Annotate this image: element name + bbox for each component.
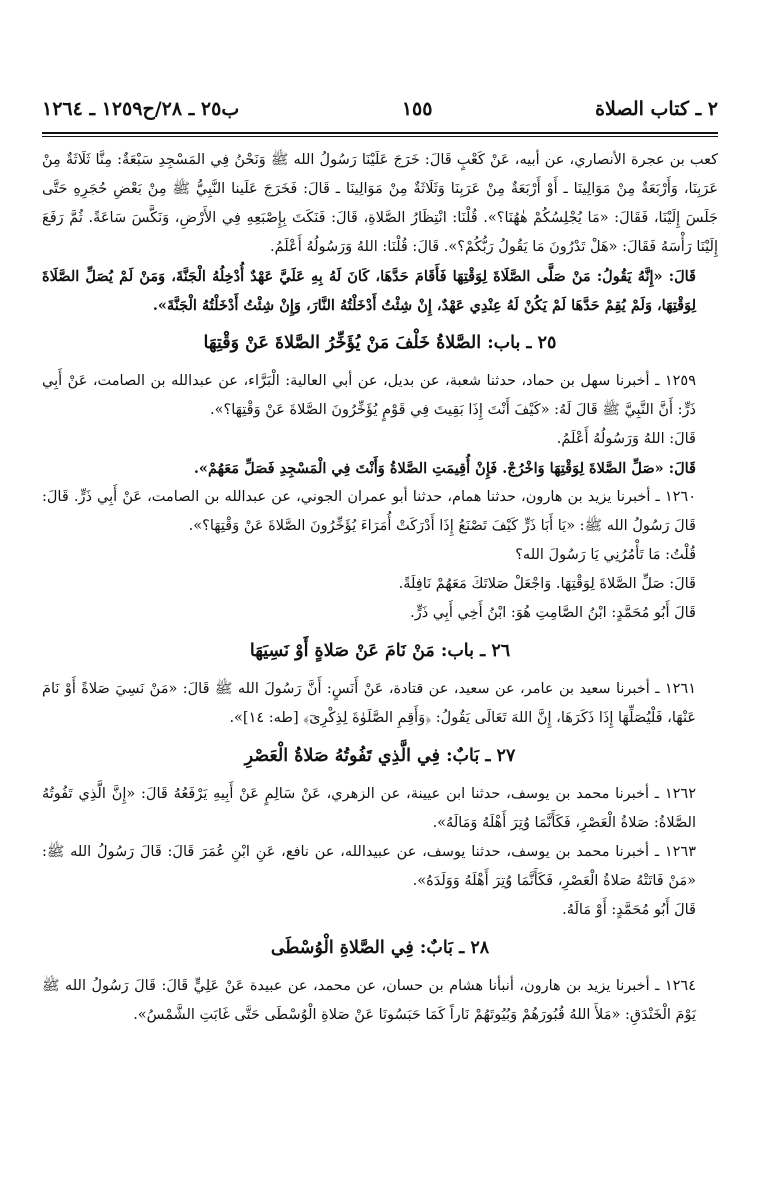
hadith-continuation-quote: قَالَ: «إِنَّهُ يَقُولُ: مَنْ صَلَّى الصَّلَاةَ لِوَقْتِهَا فَأَقَامَ حَدَّهَا، كَانَ لَهُ بِهِ عَلَيَّ عَهْدٌ أُدْخِلُهُ الْجَنَّةَ، وَمَنْ لَمْ يُصَلِّ الصَّلَاةَ لِوَقْتِهَا، وَلَمْ يُقِمْ حَدَّهَا لَمْ يَكُنْ لَهُ عِنْدِي عَهْدٌ، إِنْ شِئْتُ أَدْخَلْتُهُ النَّارَ، وَإِنْ شِئْتُ أَدْخَلْتُهُ الْجَنَّةَ». xyxy=(42,268,696,314)
hadith-continuation: كعب بن عجرة الأنصاري، عن أبيه، عَنْ كَعْبٍ قَالَ: خَرَجَ عَلَيْنَا رَسُولُ الله ﷺ وَنَحْنُ فِي المَسْجِدِ سَبْعَةٌ: مِنَّا ثَلَاثَةٌ مِنْ عَرَبِنَا، وَأَرْبَعَةٌ مِنْ مَوَالِينَا ـ أَوْ أَرْبَعَةٌ مِنْ عَرَبِنَا وَثَلَاثَةٌ مِنْ مَوَالِينَا ـ قَالَ: فَخَرَجَ عَلَينا النَّبِيُّ ﷺ مِنْ بَعْضِ حُجَرِهِ حَتَّى جَلَسَ إِلَيْنَا، فَقَالَ: «مَا يُجْلِسُكُمْ هٰهُنَا؟». قُلْنَا: انْتِظَارُ الصَّلاةِ، قَالَ: فَنَكَتَ بِإِصْبَعِهِ فِي الأَرْضِ، وَنَكَّسَ سَاعَةً. ثُمَّ رَفَعَ إِلَيْنَا رَأْسَهُ فَقَالَ: «هَلْ تَدْرُونَ مَا يَقُولُ رَبُّكُمْ؟». قَالَ: قُلْنَا: اللهُ وَرَسُولُهُ أَعْلَمُ. xyxy=(42,152,718,255)
hadith-range: ب٢٥ ـ ٢٨/ح١٢٥٩ ـ ١٢٦٤ xyxy=(42,98,240,120)
hadith-1259-instruction: قَالَ: «صَلِّ الصَّلاةَ لِوَقْتِهَا وَاخْرُجْ. فَإِنْ أُقِيمَتِ الصَّلاةُ وَأَنْتَ فِي الْمَسْجِدِ فَصَلِّ مَعَهُمْ». xyxy=(193,460,696,477)
hadith-1260: ١٢٦٠ ـ أخبرنا يزيد بن هارون، حدثنا همام، حدثنا أبو عمران الجوني، عن عبدالله بن الصامت، عَنْ أَبِي ذَرٍّ. قَالَ: قَالَ رَسُولُ الله ﷺ: «يَا أَبَا ذَرٍّ كَيْفَ تَصْنَعُ إِذَا أَدْرَكَتْ أُمَرَاءَ يُؤَخِّرُونَ الصَّلاةَ عَنْ وَقْتِهَا؟». xyxy=(42,489,696,534)
book-title: ٢ ـ كتاب الصلاة xyxy=(595,98,718,120)
hadith-1263: ١٢٦٣ ـ أخبرنا محمد بن يوسف، حدثنا يوسف، عن عبيدالله، عن نافع، عَنِ ابْنِ عُمَرَ قَالَ: قَالَ رَسُولُ الله ﷺ: «مَنْ فَاتَتْهُ صَلاةُ الْعَصْرِ، فَكَأَنَّمَا وُتِرَ أَهْلَهُ وَوَلَدَهُ». xyxy=(42,844,696,889)
hadith-1260-question: قُلْتُ: مَا تَأْمُرُنِي يَا رَسُولَ الله؟ xyxy=(515,547,696,563)
chapter-heading-28: ٢٨ ـ بَابٌ: فِي الصَّلاةِ الْوُسْطَى xyxy=(270,938,490,958)
hadith-1262: ١٢٦٢ ـ أخبرنا محمد بن يوسف، حدثنا ابن عيينة، عن الزهري، عَنْ سَالِمٍ عَنْ أَبِيهِ يَرْفَعُهُ قَالَ: «إِنَّ الَّذِي تَفُوتُهُ الصَّلاةُ: صَلاةُ الْعَصْرِ، فَكَأَنَّمَا وُتِرَ أَهْلَهُ وَمَالَهُ». xyxy=(42,786,696,831)
hadith-1261: ١٢٦١ ـ أخبرنا سعيد بن عامر، عن سعيد، عن قتادة، عَنْ أَنَسٍ: أَنَّ رَسُولَ الله ﷺ قَالَ: «مَنْ نَسِيَ صَلاةً أَوْ نَامَ عَنْهَا، فَلْيُصَلِّهَا إِذَا ذَكَرَهَا، إِنَّ اللهَ تَعَالَى يَقُولُ: ﴿وَأَقِمِ الصَّلَوٰةَ لِذِكْرِىٓ﴾ [طه: ١٤]». xyxy=(42,681,696,726)
hadith-1259: ١٢٥٩ ـ أخبرنا سهل بن حماد، حدثنا شعبة، عن بديل، عن أبي العالية: الْبَرَّاء، عن عبدالله بن الصامت، عَنْ أَبِي ذَرٍّ: أَنَّ النَّبِيَّ ﷺ قَالَ لَهُ: «كَيْفَ أَنْتَ إِذَا بَقِيتَ فِي قَوْمٍ يُؤَخِّرُونَ الصَّلاةَ عَنْ وَقْتِهَا؟». xyxy=(42,373,696,418)
hadith-1260-answer: قَالَ: صَلِّ الصَّلاةَ لِوَقْتِهَا. وَاجْعَلْ صَلاتَكَ مَعَهُمْ نَافِلَةً. xyxy=(398,576,696,592)
chapter-heading-26: ٢٦ ـ باب: مَنْ نَامَ عَنْ صَلاةٍ أَوْ نَسِيَهَا xyxy=(249,641,511,661)
hadith-1260-note: قَالَ أَبُو مُحَمَّدٍ: ابْنُ الصَّامِتِ هُوَ: ابْنُ أَخِي أَبِي ذَرٍّ. xyxy=(410,605,696,621)
chapter-heading-25: ٢٥ ـ باب: الصَّلاةُ خَلْفَ مَنْ يُؤَخِّرُ الصَّلاةَ عَنْ وَقْتِهَا xyxy=(203,333,557,353)
hadith-1259-reply: قَالَ: اللهُ وَرَسُولُهُ أَعْلَمُ. xyxy=(556,431,696,447)
header-rule xyxy=(42,132,718,134)
page-body xyxy=(42,146,718,1030)
page-number: ١٥٥ xyxy=(401,98,433,120)
header-rule-thin xyxy=(42,136,718,137)
hadith-1263-note: قَالَ أَبُو مُحَمَّدٍ: أَوْ مَالَهُ. xyxy=(562,902,696,918)
page-header xyxy=(42,92,718,126)
hadith-1264: ١٢٦٤ ـ أخبرنا يزيد بن هارون، أنبأنا هشام بن حسان، عن محمد، عن عبيدة عَنْ عَلِيٍّ قَالَ: قَالَ رَسُولُ الله ﷺ يَوْمَ الْخَنْدَقِ: «مَلأَ اللهُ قُبُورَهُمْ وَبُيُوتَهُمْ نَاراً كَمَا حَبَسُونَا عَنْ صَلاةِ الْوُسْطَى حَتَّى غَابَتِ الشَّمْسُ». xyxy=(42,978,696,1023)
chapter-heading-27: ٢٧ ـ بَابٌ: فِي الَّذِي تَفُوتُهُ صَلاةُ الْعَصْرِ xyxy=(244,746,516,766)
